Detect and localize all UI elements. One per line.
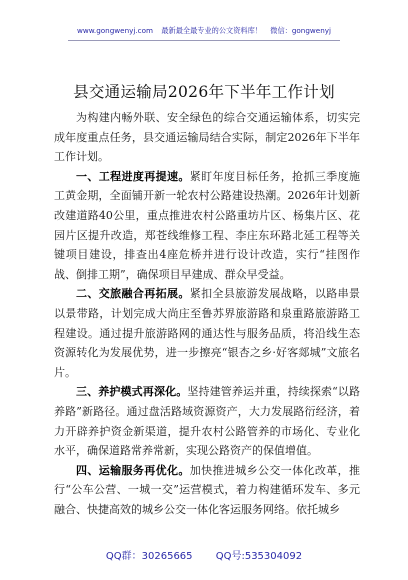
section-heading: 三、养护模式再深化。 <box>76 385 188 399</box>
section-paragraph <box>54 284 360 382</box>
header-site[interactable]: www.gongwenyj.com <box>76 26 154 35</box>
section-heading: 一、工程进度再提速。 <box>76 169 190 183</box>
section-text: 坚持建管养运并重，持续探索“以路养路”新路径。通过盘活路域资源资产，大力发展路衍经济，着力开辟养护资金新渠道，提升农村公路管养的市场化、专业化水平，确保道路常养常新，实现公路资产的保值增值。 <box>54 385 361 458</box>
section-heading: 四、运输服务再优化。 <box>76 463 190 477</box>
page-footer <box>0 547 408 562</box>
section-heading: 二、交旅融合再拓展。 <box>76 287 190 301</box>
document-title: 县交通运输局2026年下半年工作计划 <box>73 83 335 101</box>
section-text: 紧扣全县旅游发展战略，以路串景以景带路，计划完成大尚庄至鲁苏界旅游路和泉重路旅游路工程建设。通过提升旅游路网的通达性与服务品质，将沿线生态资源转化为发展优势，进一步擦亮“银杏之乡·好客郯城”文旅名片。 <box>54 287 360 379</box>
header-wechat: 微信：gongwenyj <box>270 26 332 35</box>
header-divider <box>68 40 340 41</box>
footer-qq-group: QQ群：30265665 <box>105 551 193 562</box>
header-slogan: 最新最全最专业的公文资料库！ <box>161 26 262 35</box>
document-body <box>54 108 360 519</box>
page-header <box>0 26 408 36</box>
section-paragraph <box>54 461 360 520</box>
section-paragraph <box>54 382 360 460</box>
section-paragraph <box>54 167 360 285</box>
footer-qq-number: QQ号:535304092 <box>215 551 303 562</box>
section-text: 紧盯年度目标任务，抢抓三季度施工黄金期，全面铺开新一轮农村公路建设热潮。2026年计划新改建道路40公里，重点推进农村公路重坊片区、杨集片区、花园片区提升改造，郑苍线维修工程、李庄东环路北延工程等关键项目建设，排查出4座危桥并进行设计改造，实行“挂图作战、倒排工期”，确保项目早建成、群众早受益。 <box>54 169 360 281</box>
intro-paragraph: 为构建内畅外联、安全绿色的综合交通运输体系，切实完成年度重点任务，县交通运输局结合实际，制定2026年下半年工作计划。 <box>54 111 360 164</box>
section-text: 加快推进城乡公交一体化改革，推行“公车公营、一城一交”运营模式，着力构建循环发车、多元融合、快捷高效的城乡公交一体化客运服务网络。依托城乡 <box>54 463 360 516</box>
